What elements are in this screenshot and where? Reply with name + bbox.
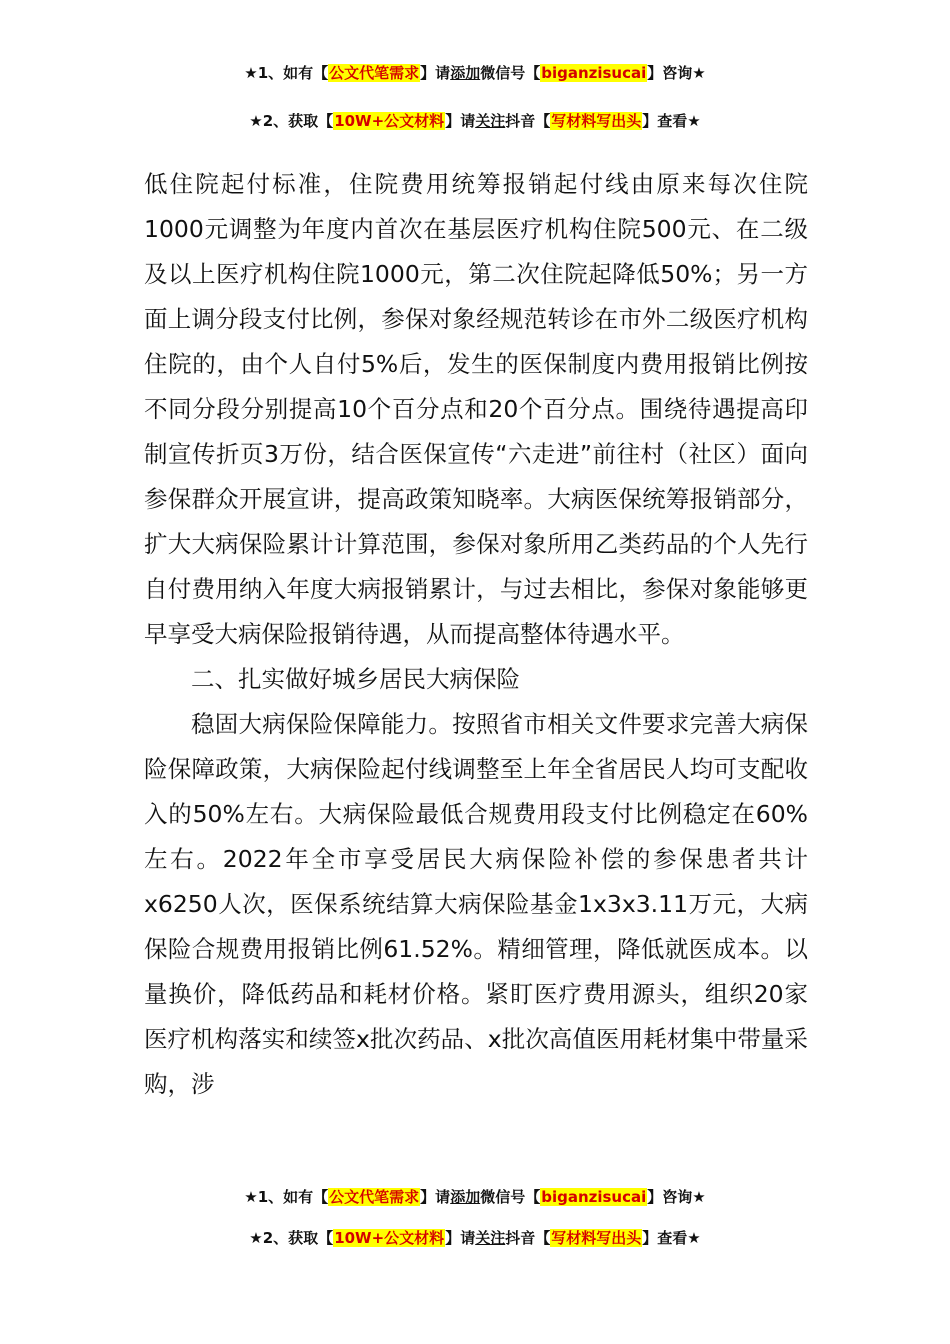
header-banner-line-2 [0,111,950,131]
banner-text: 】咨询★ [647,1188,706,1206]
banner-underlined: 关注 [475,1229,506,1247]
banner-highlight: 公文代笔需求 [329,1188,420,1206]
section-heading: 二、扎实做好城乡居民大病保险 [191,665,520,693]
banner-highlight: 公文代笔需求 [329,64,420,82]
banner-underlined: 关注 [475,112,506,130]
footer-banner-line-2 [0,1228,950,1248]
banner-text: ★1、如有【 [244,64,329,82]
banner-text: 】请 [420,1188,451,1206]
banner-text: 微信号【 [480,1188,541,1206]
banner-text: 抖音【 [505,112,551,130]
banner-highlight: 10W+公文材料 [334,112,445,130]
banner-highlight: 写材料写出头 [551,1229,642,1247]
banner-highlight: biganzisucai [541,1188,647,1206]
banner-text: ★2、获取【 [249,112,334,130]
banner-text: ★1、如有【 [244,1188,329,1206]
banner-text: 】请 [445,1229,476,1247]
banner-highlight: 10W+公文材料 [334,1229,445,1247]
footer-banner-line-1 [0,1187,950,1207]
banner-text: 微信号【 [480,64,541,82]
banner-text: 】请 [445,112,476,130]
banner-highlight: biganzisucai [541,64,647,82]
banner-text: 】查看★ [642,112,701,130]
banner-text: ★2、获取【 [249,1229,334,1247]
banner-highlight: 写材料写出头 [551,112,642,130]
paragraph: 低住院起付标准，住院费用统筹报销起付线由原来每次住院1000元调整为年度内首次在基层医疗机构住院500元、在二级及以上医疗机构住院1000元，第二次住院起降低50%；另一方面上调分段支付比例，参保对象经规范转诊在市外二级医疗机构住院的，由个人自付5%后，发生的医保制度内费用报销比例按不同分段分别提高10个百分点和20个百分点。围绕待遇提高印制宣传折页3万份，结合医保宣传“六走进”前往村（社区）面向参保群众开展宣讲，提高政策知晓率。大病医保统筹报销部分，扩大大病保险累计计算范围，参保对象所用乙类药品的个人先行自付费用纳入年度大病报销累计，与过去相比，参保对象能够更早享受大病保险报销待遇，从而提高整体待遇水平。 [144,170,808,648]
banner-text: 】咨询★ [647,64,706,82]
banner-underlined: 添加 [450,1188,481,1206]
banner-text: 】请 [420,64,451,82]
header-banner-line-1 [0,63,950,83]
paragraph: 稳固大病保险保障能力。按照省市相关文件要求完善大病保险保障政策，大病保险起付线调整至上年全省居民人均可支配收入的50%左右。大病保险最低合规费用段支付比例稳定在60%左右。2022年全市享受居民大病保险补偿的参保患者共计x6250人次，医保系统结算大病保险基金1x3x3.11万元，大病保险合规费用报销比例61.52%。精细管理，降低就医成本。以量换价，降低药品和耗材价格。紧盯医疗费用源头，组织20家医疗机构落实和续签x批次药品、x批次高值医用耗材集中带量采购，涉 [144,710,808,1098]
banner-text: 抖音【 [505,1229,551,1247]
document-body [144,162,808,1107]
banner-underlined: 添加 [450,64,481,82]
banner-text: 】查看★ [642,1229,701,1247]
